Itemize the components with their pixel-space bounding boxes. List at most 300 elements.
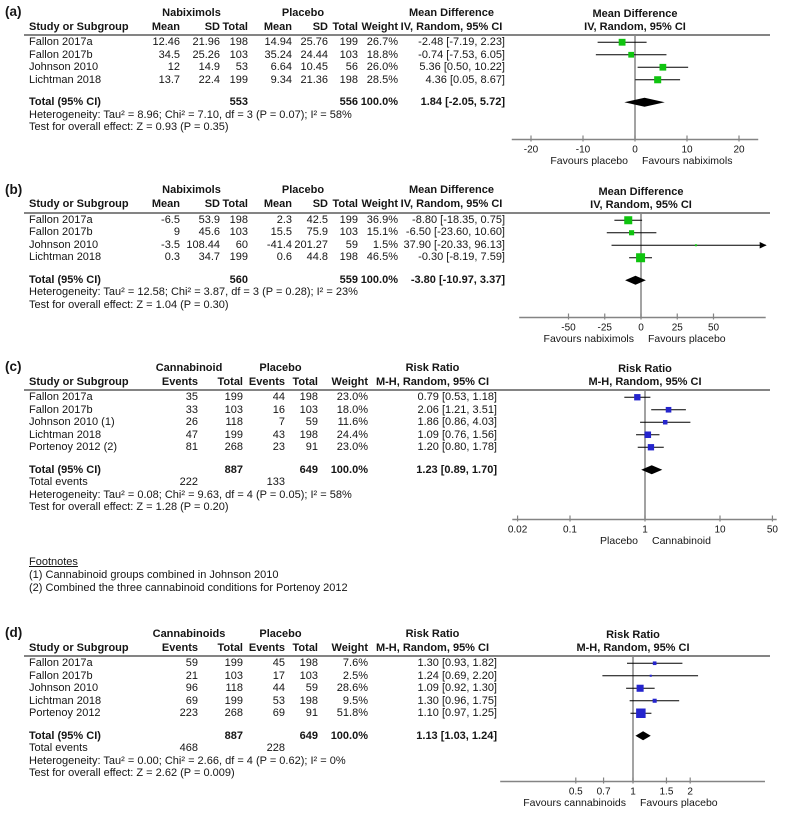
favours-left-label: Favours cannabinoids [523,797,626,809]
cell: 24.44 [300,48,328,61]
study-label: Total (95% CI) [29,463,101,476]
study-label: Fallon 2017a [29,657,93,669]
tick-label: 50 [766,524,778,536]
cell: 69 [185,694,198,707]
cell: 199 [339,213,358,226]
effect-square [695,244,697,246]
column-header: Mean [248,20,292,35]
effect-square [666,407,672,413]
effect-square [634,394,640,400]
cell: 118 [225,682,243,694]
cell [285,476,318,489]
column-header: Total [220,20,248,35]
cell: 26.7% [366,36,398,48]
cell: 12.46 [152,36,180,48]
column-header: IV, Random, 95% CI [398,20,505,35]
plot-effect-title: Mean Difference [598,185,684,198]
cell: 45 [272,657,285,669]
cell: 198 [299,657,318,669]
group-header-row [29,6,505,20]
cell [198,742,243,755]
ci-text: 2.06 [1.21, 3.51] [417,403,497,416]
cell: -3.5 [161,238,180,251]
cell: 559 [339,273,358,286]
cell: 199 [224,391,243,403]
study-row [29,390,497,404]
cell: 18.0% [336,403,368,416]
overall-test-row [29,501,497,514]
cell [292,96,328,109]
panel-a [0,6,788,172]
ci-text: 1.10 [0.97, 1.25] [417,707,497,719]
effect-square [629,230,634,235]
cell: 100.0% [330,463,368,476]
cell: 56 [345,61,358,73]
cell: 118 [225,416,243,428]
cell: 103 [229,226,248,238]
cell: 26 [185,416,198,428]
favours-right-label: Favours placebo [648,332,726,345]
cell: 17 [272,669,285,682]
effect-header: Mean Difference [409,184,494,197]
cell: 199 [224,428,243,441]
column-header: Study or Subgroup [29,20,135,35]
group2-header: Placebo [281,184,325,197]
cell: 14.94 [264,36,292,48]
footnotes [29,556,348,595]
study-label: Lichtman 2018 [29,694,102,707]
forest-plot [496,184,788,350]
cell: 53 [235,61,248,73]
cell: 34.5 [158,48,180,61]
column-header: M-H, Random, 95% CI [368,375,497,390]
favours-left-label: Placebo [600,535,638,547]
effect-square [663,420,667,424]
cell [135,730,198,743]
tick-label: 20 [733,144,745,156]
forest-plot [496,361,788,613]
tick-label: 0 [632,144,638,156]
column-header: Events [135,641,198,656]
cell: 81 [185,441,198,453]
column-header-row [29,375,497,390]
cell: 75.9 [306,226,328,238]
effect-square [624,216,632,224]
tick-label: -20 [523,144,539,156]
cell: 103 [224,669,243,682]
cell: 103 [299,403,318,416]
cell: 44.8 [306,251,328,263]
cell [318,476,368,489]
column-header: Study or Subgroup [29,198,135,213]
forest-plot [496,6,788,172]
ci-text: -0.30 [-8.19, 7.59] [418,251,505,263]
study-label: Fallon 2017a [29,213,93,226]
study-label: Lichtman 2018 [29,251,102,263]
ci-text: 1.30 [0.96, 1.75] [417,694,497,707]
effect-square [645,431,652,438]
heterogeneity-row [29,489,497,502]
total-row [29,464,497,477]
ci-text: -0.74 [-7.53, 6.05] [418,48,505,61]
effect-square [636,253,645,262]
study-row [29,239,505,252]
column-header: IV, Random, 95% CI [398,198,505,213]
cell [243,464,285,477]
column-header: Total [198,375,243,390]
study-label: Total (95% CI) [29,729,101,742]
column-header: SD [180,198,220,213]
study-row [29,707,497,720]
cell: 7 [278,416,285,428]
cell: 53.9 [198,213,220,226]
study-row [29,404,497,417]
overall-test-row [29,121,505,134]
cell: 100.0% [360,96,398,108]
cell: 556 [339,96,358,108]
study-label: Fallon 2017b [29,48,93,61]
column-header: Events [243,641,285,656]
column-header: Weight [318,375,368,390]
cell: 199 [229,251,248,263]
panel-label: (a) [5,4,22,19]
tick-label: 50 [707,322,720,333]
ci-text: -3.80 [-10.97, 3.37] [410,273,505,286]
total-row [29,96,505,109]
cell: 9.34 [270,73,292,86]
overall-test-row [29,299,505,312]
cell: 46.5% [366,251,398,263]
cell: 0.6 [276,251,292,263]
column-header: M-H, Random, 95% CI [368,641,497,656]
group2-header: Placebo [259,627,302,640]
cell: 43 [272,428,285,441]
cell: 649 [299,729,318,742]
total-events-row [29,476,497,489]
heterogeneity-row-text: Heterogeneity: Tau² = 12.58; Chi² = 3.87, df = 3 (P = 0.28); I² = 23% [29,286,358,298]
cell: 28.6% [336,682,368,694]
cell: 35.24 [264,48,292,61]
tick-label: 1 [642,524,648,536]
total-diamond [624,98,664,107]
panel-c [0,361,788,613]
cell: 22.4 [198,73,220,86]
cell: 560 [229,273,248,286]
cell: 26.0% [366,61,398,73]
overall-test-row-text: Test for overall effect: Z = 1.28 (P = 0.20) [29,501,229,513]
heterogeneity-row [29,755,497,768]
column-header: Mean [248,198,292,213]
total-row [29,730,497,743]
ci-arrow-right [760,242,767,248]
cell: 59 [345,238,358,251]
cell: 0.3 [164,251,180,263]
cell [318,742,368,755]
column-header: Mean [135,198,180,213]
study-label: Total events [29,476,88,488]
cell: 91 [305,441,318,453]
column-header: Total [328,198,358,213]
cell: 6.64 [270,61,292,73]
tick-label: 0 [638,322,644,333]
study-label: Fallon 2017b [29,226,93,238]
study-row [29,49,505,62]
effect-square [653,699,657,703]
column-header: Total [328,20,358,35]
cell: 16 [272,403,285,416]
study-row [29,682,497,695]
column-header: SD [292,198,328,213]
study-label: Portenoy 2012 [29,707,101,719]
effect-square [628,52,634,58]
heterogeneity-row-text: Heterogeneity: Tau² = 8.96; Chi² = 7.10, df = 3 (P = 0.07); I² = 58% [29,108,352,121]
plot-effect-title: Risk Ratio [618,363,672,375]
cell [285,742,318,755]
footnote-item: (1) Cannabinoid groups combined in Johnson 2010 [29,568,279,581]
heterogeneity-row-text: Heterogeneity: Tau² = 0.08; Chi² = 9.63, df = 4 (P = 0.05); I² = 58% [29,488,352,501]
cell [180,274,220,287]
cell [135,96,180,109]
ci-text: -2.48 [-7.19, 2.23] [418,36,505,48]
overall-test-row-text: Test for overall effect: Z = 1.04 (P = 0.30) [29,298,229,311]
column-header: Total [220,198,248,213]
plot-method-title: IV, Random, 95% CI [590,198,692,211]
effect-square [650,675,652,677]
column-header: Study or Subgroup [29,641,135,656]
cell: 199 [224,694,243,707]
group1-header: Cannabinoid [155,361,223,374]
tick-label: 10 [714,524,726,536]
spacer-row [29,86,505,96]
group1-header: Nabiximols [162,6,221,19]
cell: 133 [266,476,285,488]
column-header: Total [285,641,318,656]
column-header: Mean [135,20,180,35]
study-row [29,429,497,442]
ci-text: 1.20 [0.80, 1.78] [417,441,497,453]
study-label: Lichtman 2018 [29,73,102,86]
cell: 887 [224,729,243,742]
cell: 649 [299,463,318,476]
plot-method-title: IV, Random, 95% CI [584,21,686,33]
cell: 268 [224,441,243,453]
column-header: Total [198,641,243,656]
study-row [29,656,497,670]
cell: 222 [179,476,198,488]
ci-text: 1.09 [0.76, 1.56] [417,428,497,441]
cell: 10.45 [300,61,328,73]
cell [243,730,285,743]
study-row [29,416,497,429]
study-label: Total (95% CI) [29,96,101,108]
ci-text: 1.86 [0.86, 4.03] [417,416,497,428]
forest-plot [496,627,788,814]
cell: 28.5% [366,73,398,86]
plot-effect-title: Mean Difference [592,8,678,20]
heterogeneity-row-text: Heterogeneity: Tau² = 0.00; Chi² = 2.66, df = 4 (P = 0.62); I² = 0% [29,754,346,767]
cell: 199 [339,36,358,48]
cell: 201.27 [294,238,328,251]
cell: 36.9% [366,213,398,226]
forest-table [29,627,497,780]
tick-label: 25 [671,322,683,333]
study-label: Johnson 2010 [29,238,99,251]
favours-left-label: Favours placebo [550,155,628,167]
study-row [29,226,505,239]
study-label: Fallon 2017a [29,36,93,48]
study-row [29,213,505,227]
tick-label: 2 [687,786,693,798]
cell: 14.9 [198,61,220,73]
column-header: SD [292,20,328,35]
cell: 25.76 [300,36,328,48]
cell: 42.5 [306,213,328,226]
effect-square [648,444,654,450]
spacer-row [29,720,497,730]
column-header: SD [180,20,220,35]
cell: 12 [167,61,180,73]
cell [198,476,243,489]
total-diamond [635,731,650,740]
cell: 21 [185,669,198,682]
column-header: Weight [318,641,368,656]
tick-label: 10 [681,144,693,156]
tick-label: 0.7 [596,786,611,798]
cell: 198 [299,428,318,441]
cell: 91 [305,707,318,719]
study-label: Fallon 2017b [29,669,93,682]
cell: 198 [229,213,248,226]
cell: 44 [272,682,285,694]
cell: 198 [339,73,358,86]
cell: 96 [185,682,198,694]
total-row [29,274,505,287]
ci-text: 1.09 [0.92, 1.30] [417,682,497,694]
tick-label: 1 [630,786,636,798]
cell: 51.8% [336,707,368,719]
cell: 1.5% [372,238,398,251]
footnote-item: (2) Combined the three cannabinoid conditions for Portenoy 2012 [29,581,348,594]
cell: 13.7 [158,73,180,86]
study-label: Lichtman 2018 [29,428,102,441]
group-header-row [29,361,497,375]
panel-d [0,627,788,814]
favours-left-label: Favours nabiximols [543,332,634,345]
cell: 199 [229,73,248,86]
column-header: Study or Subgroup [29,375,135,390]
cell: 7.6% [342,657,368,669]
group-header-row [29,627,497,641]
cell: 69 [272,707,285,719]
study-label: Total events [29,742,88,754]
cell [180,96,220,109]
cell: 103 [339,226,358,238]
cell [135,274,180,287]
study-row [29,441,497,454]
cell: 2.3 [276,213,292,226]
cell: 199 [224,657,243,669]
spacer-row [29,454,497,464]
column-header: Total [285,375,318,390]
footnotes-heading: Footnotes [29,555,78,568]
cell: 59 [305,682,318,694]
study-label: Johnson 2010 [29,61,99,73]
plot-method-title: M-H, Random, 95% CI [576,642,690,654]
cell: 103 [224,403,243,416]
forest-table [29,184,505,312]
cell: 2.5% [342,669,368,682]
spacer-row [29,264,505,274]
effect-square [637,685,644,692]
cell: 21.96 [192,36,220,48]
cell: 103 [229,48,248,61]
effect-header: Risk Ratio [405,361,460,374]
group2-header: Placebo [281,6,325,19]
cell: 35 [185,391,198,403]
cell: 103 [299,669,318,682]
group2-header: Placebo [259,361,302,374]
study-label: Fallon 2017a [29,391,93,403]
cell: 25.26 [192,48,220,61]
cell: 15.5 [270,226,292,238]
heterogeneity-row [29,109,505,122]
study-label: Portenoy 2012 (2) [29,441,118,453]
cell: 100.0% [330,729,368,742]
cell: 21.36 [300,73,328,86]
cell: 198 [229,36,248,48]
effect-header: Mean Difference [409,6,494,19]
tick-label: 0.5 [568,786,583,798]
tick-label: 0.02 [507,524,528,536]
cell: 59 [305,416,318,428]
column-header: Weight [358,198,398,213]
cell: 18.8% [366,48,398,61]
ci-text: -8.80 [-18.35, 0.75] [412,213,505,226]
cell: 268 [224,707,243,719]
group-header-row [29,184,505,198]
cell: 59 [185,657,198,669]
ci-text: 1.13 [1.03, 1.24] [416,729,497,742]
panel-b [0,181,788,350]
cell: 23.0% [336,441,368,453]
cell: 23.0% [336,391,368,403]
tick-label: -25 [597,322,612,333]
study-label: Fallon 2017b [29,403,93,416]
cell: 103 [339,48,358,61]
study-label: Johnson 2010 [29,682,99,694]
cell: 9.5% [342,694,368,707]
effect-header: Risk Ratio [405,627,460,640]
tick-label: -50 [561,322,576,333]
ci-text: -6.50 [-23.60, 10.60] [405,226,505,238]
study-row [29,251,505,264]
heterogeneity-row [29,286,505,299]
overall-test-row-text: Test for overall effect: Z = 2.62 (P = 0.009) [29,767,235,779]
study-row [29,35,505,49]
cell: 15.1% [366,226,398,238]
effect-square [653,661,657,665]
cell [292,274,328,287]
ci-text: 1.30 [0.93, 1.82] [417,657,497,669]
study-row [29,695,497,708]
effect-square [636,708,646,718]
study-row [29,670,497,683]
ci-text: 1.84 [-2.05, 5.72] [420,96,505,108]
cell: 45.6 [198,226,220,238]
cell: 44 [272,391,285,403]
tick-label: -10 [575,144,591,156]
favours-right-label: Favours placebo [640,797,718,809]
